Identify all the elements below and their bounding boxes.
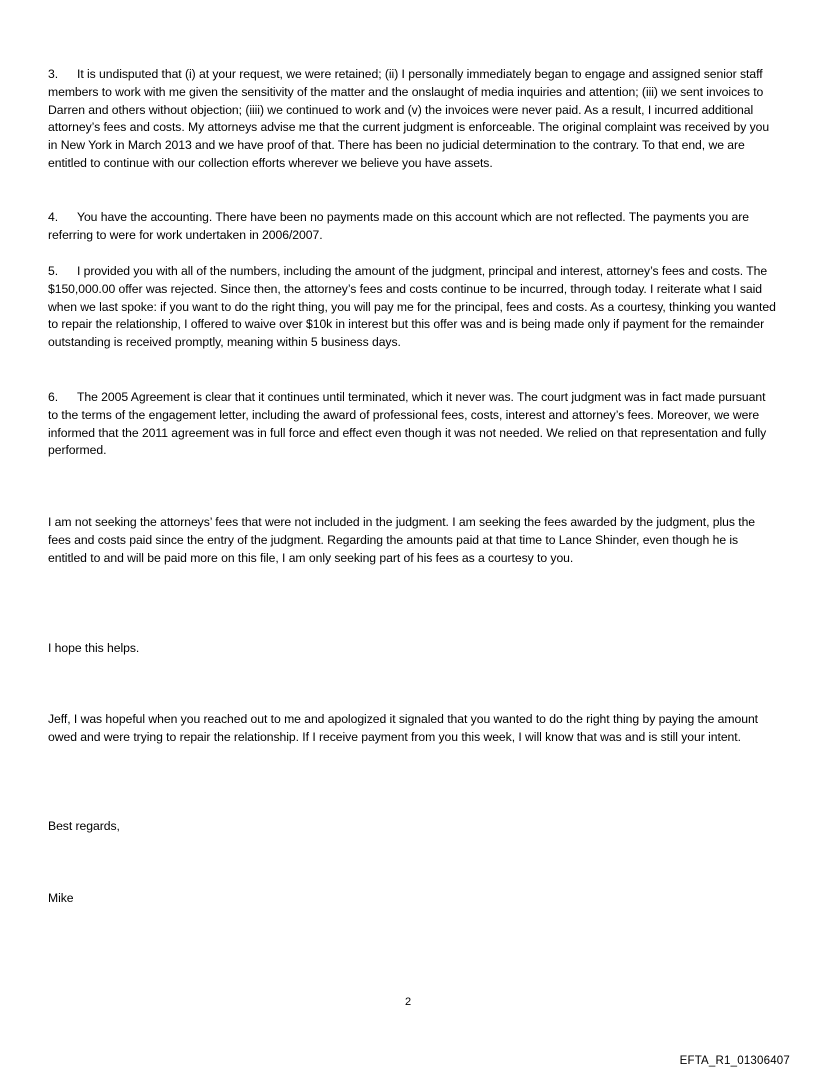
signature: Mike: [48, 891, 74, 905]
closing-paragraph: Jeff, I was hopeful when you reached out to me and apologized it signaled that you wanted to do the right thing by paying the amount owed and were trying to repair the relationship. If I receive payment from you this week, I will know that was and is still your intent.: [48, 712, 759, 744]
document-id-footer: EFTA_R1_01306407: [679, 1055, 790, 1067]
paragraph-text: You have the accounting. There have been no payments made on this account which are not reflected. The payments you are referring to were for work undertaken in 2006/2007.: [48, 210, 750, 242]
hope-line: I hope this helps.: [48, 641, 140, 655]
paragraph-text: It is undisputed that (i) at your request, we were retained; (ii) I personally immediately began to engage and assigned senior staff members to work with me given the sensitivity of the matter and the onslaught of media inquiries and attention; (iii) we sent invoices to Darren and others without objection; (iiii) we continued to work and (v) the invoices were never paid. As a result, I incurred additional attorney’s fees and costs. My attorneys advise me that the current judgment is enforceable. The original complaint was received by you in New York in March 2013 and we have proof of that. There has been no judicial determination to the contrary. To that end, we are entitled to continue with our collection efforts wherever we believe you have assets.: [48, 67, 770, 170]
paragraph-number: 5.: [48, 264, 59, 278]
numbered-paragraph-6: [48, 389, 776, 460]
paragraph-number: 6.: [48, 390, 59, 404]
paragraph-number: 4.: [48, 210, 59, 224]
paragraph-text: The 2005 Agreement is clear that it continues until terminated, which it never was. The court judgment was in fact made pursuant to the terms of the engagement letter, including the award of professional fees, costs, interest and attorney’s fees. Moreover, we were informed that the 2011 agreement was in full force and effect even though it was not needed. We relied on that representation and fully performed.: [48, 390, 767, 458]
paragraph-text: I provided you with all of the numbers, including the amount of the judgment, principal and interest, attorney’s fees and costs. The $150,000.00 offer was rejected. Since then, the attorney’s fees and costs continue to be incurred, through today. I reiterate what I said when we last spoke: if you want to do the right thing, you will pay me for the principal, fees and costs. As a courtesy, thinking you wanted to repair the relationship, I offered to waive over $10k in interest but this offer was and is being made only if payment for the remainder outstanding is received promptly, meaning within 5 business days.: [48, 264, 776, 350]
sign-off: Best regards,: [48, 819, 120, 833]
numbered-paragraph-4: [48, 209, 776, 245]
letter-page: [48, 0, 776, 1073]
paragraph-number: 3.: [48, 67, 59, 81]
fees-paragraph: I am not seeking the attorneys’ fees that were not included in the judgment. I am seeking the fees awarded by the judgment, plus the fees and costs paid since the entry of the judgment. Regarding the amounts paid at that time to Lance Shinder, even though he is entitled to and will be paid more on this file, I am only seeking part of his fees as a courtesy to you.: [48, 515, 756, 565]
numbered-paragraph-3: [48, 66, 776, 173]
page-number: 2: [404, 996, 412, 1008]
numbered-paragraph-5: [48, 263, 776, 352]
